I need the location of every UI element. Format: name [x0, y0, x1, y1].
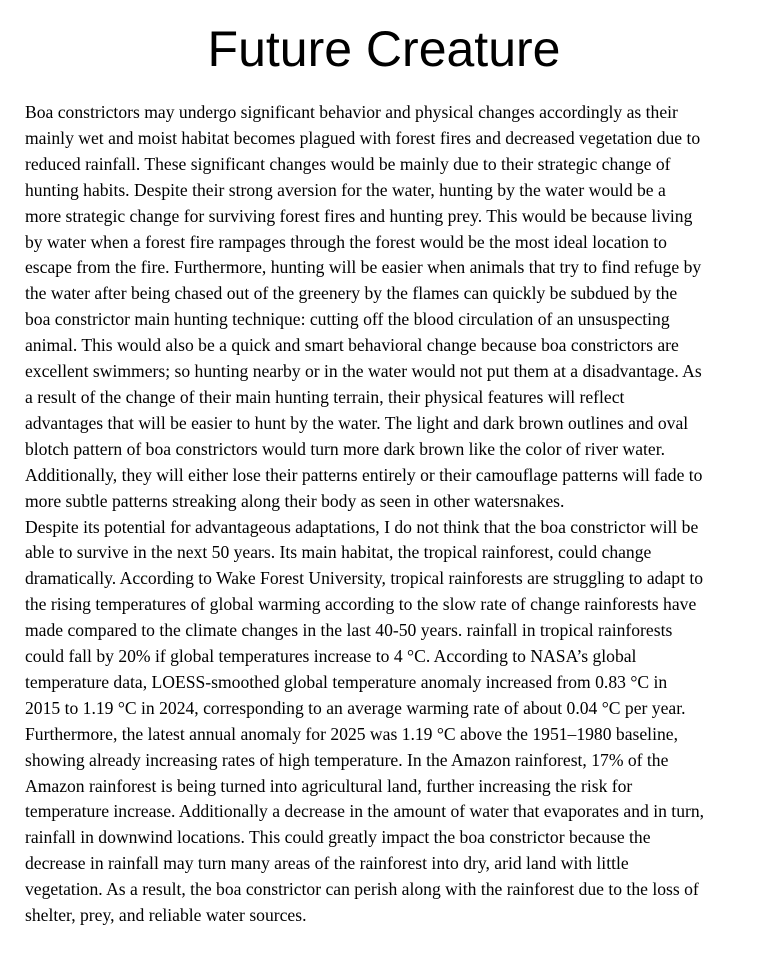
- text-line: temperature increase. Additionally a decrease in the amount of water that evaporates and in turn,: [25, 801, 705, 822]
- text-line: 2015 to 1.19 °C in 2024, corresponding to an average warming rate of about 0.04 °C per year.: [25, 697, 686, 718]
- text-line: rainfall in downwind locations. This could greatly impact the boa constrictor because the: [25, 827, 651, 848]
- text-line: Additionally, they will either lose their patterns entirely or their camouflage patterns will fade to: [25, 464, 703, 485]
- text-line: able to survive in the next 50 years. Its main habitat, the tropical rainforest, could change: [25, 542, 652, 563]
- text-line: Despite its potential for advantageous adaptations, I do not think that the boa constrictor will be: [25, 516, 699, 537]
- text-line: escape from the fire. Furthermore, hunting will be easier when animals that try to find refuge by: [25, 257, 702, 278]
- text-line: the water after being chased out of the greenery by the flames can quickly be subdued by the: [25, 283, 678, 304]
- text-line: animal. This would also be a quick and smart behavioral change because boa constrictors are: [25, 335, 679, 356]
- text-line: vegetation. As a result, the boa constrictor can perish along with the rainforest due to the loss of: [25, 879, 699, 900]
- document-title: Future Creature: [207, 21, 561, 77]
- paragraph-survival: [25, 515, 749, 930]
- text-line: more strategic change for surviving forest fires and hunting prey. This would be because living: [25, 205, 693, 226]
- text-line: more subtle patterns streaking along their body as seen in other watersnakes.: [25, 490, 565, 511]
- text-line: showing already increasing rates of high temperature. In the Amazon rainforest, 17% of the: [25, 749, 669, 770]
- text-line: a result of the change of their main hunting terrain, their physical features will reflect: [25, 386, 625, 407]
- text-line: boa constrictor main hunting technique: cutting off the blood circulation of an unsuspecting: [25, 309, 670, 330]
- text-line: temperature data, LOESS-smoothed global temperature anomaly increased from 0.83 °C in: [25, 671, 668, 692]
- text-line: could fall by 20% if global temperatures increase to 4 °C. According to NASA’s global: [25, 646, 637, 667]
- text-line: shelter, prey, and reliable water sources.: [25, 905, 307, 926]
- text-line: reduced rainfall. These significant changes would be mainly due to their strategic change of: [25, 153, 671, 174]
- text-line: excellent swimmers; so hunting nearby or in the water would not put them at a disadvantage. As: [25, 361, 702, 382]
- text-line: made compared to the climate changes in the last 40-50 years. rainfall in tropical rainforests: [25, 620, 673, 641]
- text-line: dramatically. According to Wake Forest University, tropical rainforests are struggling to adapt to: [25, 568, 704, 589]
- text-line: the rising temperatures of global warming according to the slow rate of change rainforests have: [25, 594, 697, 615]
- text-line: hunting habits. Despite their strong aversion for the water, hunting by the water would be a: [25, 179, 666, 200]
- text-line: by water when a forest fire rampages through the forest would be the most ideal location to: [25, 231, 667, 252]
- text-line: advantages that will be easier to hunt by the water. The light and dark brown outlines and oval: [25, 412, 689, 433]
- text-line: Amazon rainforest is being turned into agricultural land, further increasing the risk for: [25, 775, 633, 796]
- text-line: Furthermore, the latest annual anomaly for 2025 was 1.19 °C above the 1951–1980 baseline,: [25, 723, 678, 744]
- paragraph-adaptations: [25, 100, 749, 515]
- text-line: decrease in rainfall may turn many areas of the rainforest into dry, arid land with little: [25, 853, 629, 874]
- text-line: Boa constrictors may undergo significant behavior and physical changes accordingly as their: [25, 102, 678, 122]
- document-body: [25, 100, 749, 929]
- text-line: mainly wet and moist habitat becomes plagued with forest fires and decreased vegetation due to: [25, 127, 701, 148]
- text-line: blotch pattern of boa constrictors would turn more dark brown like the color of river water.: [25, 438, 666, 459]
